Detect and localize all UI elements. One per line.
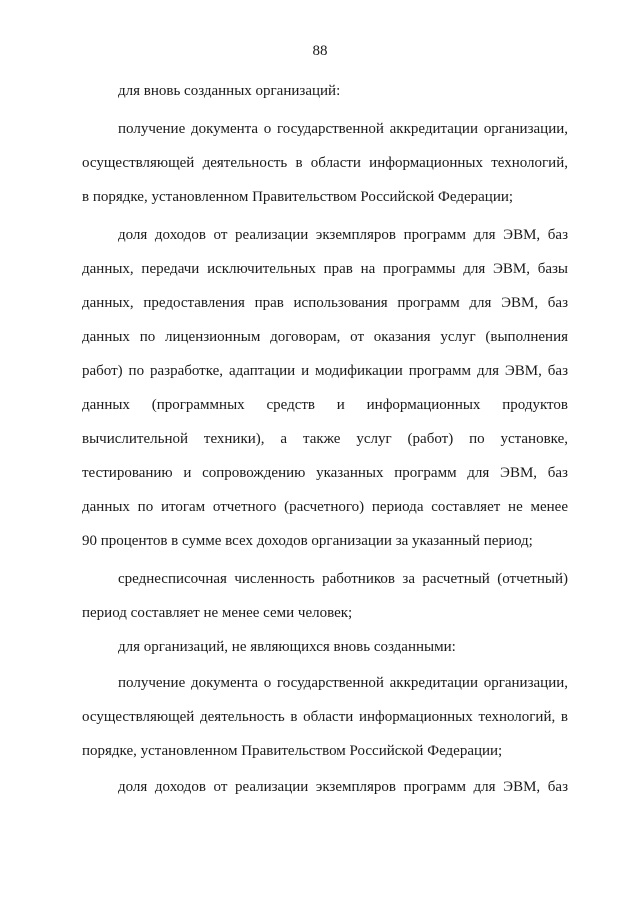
text-line: работ) по разработке, адаптации и модификации программ для ЭВМ, баз (82, 363, 568, 379)
text-line: осуществляющей деятельность в области информационных технологий, (82, 155, 568, 171)
page-number: 88 (312, 43, 328, 59)
text-line: для вновь созданных организаций: (118, 83, 341, 99)
text-line: данных, передачи исключительных прав на программы для ЭВМ, базы (82, 261, 568, 277)
text-line: 90 процентов в сумме всех доходов организации за указанный период; (82, 533, 533, 549)
text-line: порядке, установленном Правительством Российской Федерации; (82, 743, 503, 759)
text-line: для организаций, не являющихся вновь созданными: (118, 639, 456, 655)
text-line: данных (программных средств и информационных продуктов (82, 397, 568, 413)
text-line: данных, предоставления прав использования программ для ЭВМ, баз (82, 295, 568, 311)
text-line: тестированию и сопровождению указанных программ для ЭВМ, баз (82, 465, 568, 481)
text-line: среднесписочная численность работников за расчетный (отчетный) (118, 571, 568, 587)
text-line: получение документа о государственной аккредитации организации, (118, 675, 568, 691)
text-line: в порядке, установленном Правительством Российской Федерации; (82, 189, 514, 205)
text-line: период составляет не менее семи человек; (82, 605, 353, 621)
text-line: доля доходов от реализации экземпляров программ для ЭВМ, баз (118, 779, 568, 795)
text-line: вычислительной техники), а также услуг (работ) по установке, (82, 431, 568, 447)
text-line: данных по лицензионным договорам, от оказания услуг (выполнения (82, 329, 568, 345)
text-line: данных по итогам отчетного (расчетного) периода составляет не менее (82, 499, 568, 515)
text-line: доля доходов от реализации экземпляров программ для ЭВМ, баз (118, 227, 568, 243)
text-line: получение документа о государственной аккредитации организации, (118, 121, 568, 137)
text-line: осуществляющей деятельность в области информационных технологий, в (82, 709, 568, 725)
